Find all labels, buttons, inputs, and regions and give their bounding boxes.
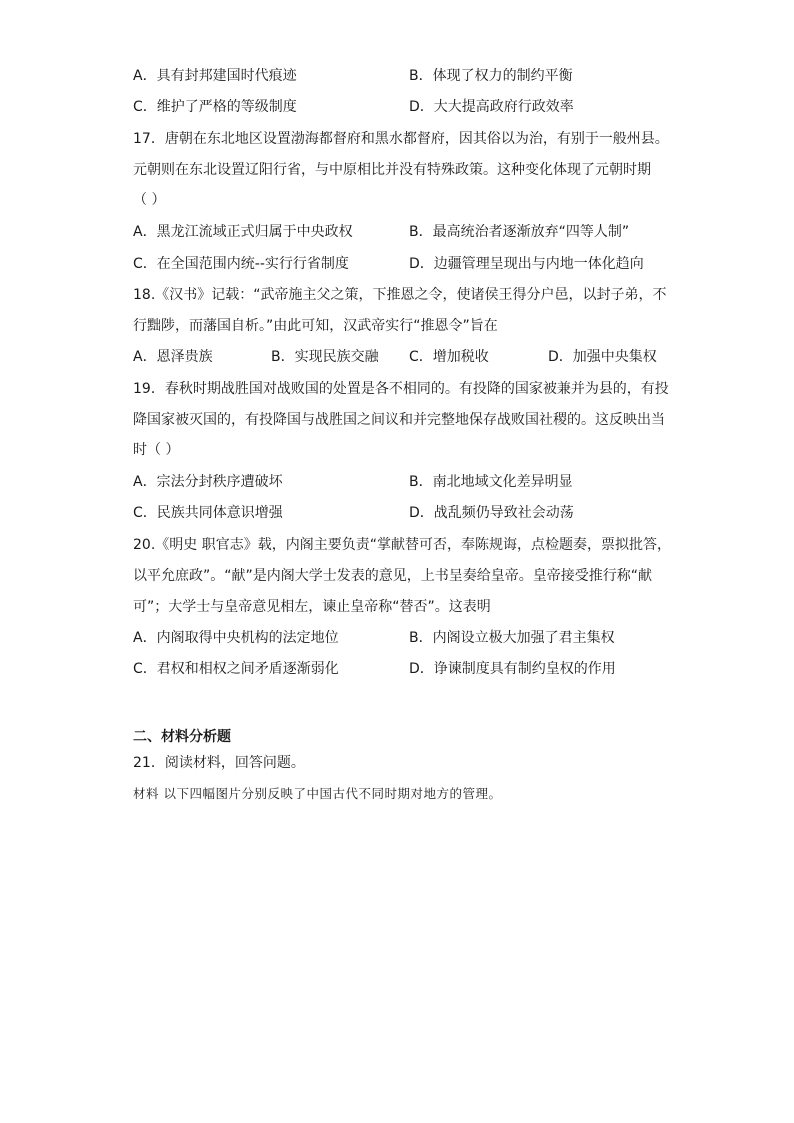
q21-stem: 21．阅读材料，回答问题。: [133, 755, 305, 771]
q19-option-d: D．战乱频仍导致社会动荡: [409, 505, 574, 521]
q20-option-b: B．内阁设立极大加强了君主集权: [409, 630, 615, 646]
q17-option-a: A．黑龙江流域正式归属于中央政权: [133, 224, 353, 240]
q19-option-c: C．民族共同体意识增强: [133, 505, 283, 521]
q19-stem-line-1: 19．春秋时期战胜国对战败国的处置是各不相同的。有投降的国家被兼并为县的，有投: [133, 381, 669, 397]
q17-stem-line-1: 17．唐朝在东北地区设置渤海都督府和黑水都督府，因其俗以为治，有别于一般州县。: [133, 131, 669, 147]
q17-option-b: B．最高统治者逐渐放弃“四等人制”: [409, 224, 630, 240]
q17-option-c: C．在全国范围内统--实行行省制度: [133, 256, 349, 272]
q17-option-d: D．边疆管理呈现出与内地一体化趋向: [409, 256, 644, 272]
q18-option-b: B．实现民族交融: [271, 349, 379, 365]
q20-option-a: A．内阁取得中央机构的法定地位: [133, 630, 339, 646]
q19-stem-line-2: 降国家被灭国的，有投降国与战胜国之间议和并完整地保存战败国社稷的。这反映出当: [133, 412, 665, 428]
q20-option-d: D．诤谏制度具有制约皇权的作用: [409, 661, 616, 677]
q18-option-a: A．恩泽贵族: [133, 349, 213, 365]
q16-option-b: B．体现了权力的制约平衡: [409, 68, 573, 84]
q16-option-a: A．具有封邦建国时代痕迹: [133, 68, 297, 84]
q18-stem-line-2: 行黜陟，而藩国自析。”由此可知，汉武帝实行“推恩令”旨在: [133, 318, 498, 334]
q16-option-d: D．大大提高政府行政效率: [409, 99, 574, 115]
q19-option-a: A．宗法分封秩序遭破坏: [133, 474, 283, 490]
q18-option-c: C．增加税收: [409, 349, 489, 365]
q20-stem-line-3: 可”；大学士与皇帝意见相左，谏止皇帝称“替否”。这表明: [133, 599, 491, 615]
section-heading: 二、材料分析题: [133, 729, 231, 745]
q16-option-c: C．维护了严格的等级制度: [133, 99, 297, 115]
q18-stem-line-1: 18.《汉书》记载：“武帝施主父之策，下推恩之令，使诸侯王得分户邑，以封子弟，不: [133, 287, 667, 303]
q20-stem-line-2: 以平允庶政”。“献”是内阁大学士发表的意见，上书呈奏给皇帝。皇帝接受推行称“献: [133, 568, 653, 584]
q20-stem-line-1: 20.《明史 职官志》载，内阁主要负责“掌献替可否，奉陈规诲，点检题奏，票拟批答，: [133, 537, 671, 553]
q17-stem-line-2: 元朝则在东北设置辽阳行省，与中原相比并没有特殊政策。这种变化体现了元朝时期: [133, 162, 651, 178]
q20-option-c: C．君权和相权之间矛盾逐渐弱化: [133, 661, 339, 677]
q18-option-d: D．加强中央集权: [548, 349, 657, 365]
q19-option-b: B．南北地域文化差异明显: [409, 474, 573, 490]
q21-material: 材料 以下四幅图片分别反映了中国古代不同时期对地方的管理。: [133, 786, 502, 801]
q17-stem-line-3: （ ）: [133, 192, 166, 208]
q19-stem-line-3: 时（ ）: [133, 442, 180, 458]
